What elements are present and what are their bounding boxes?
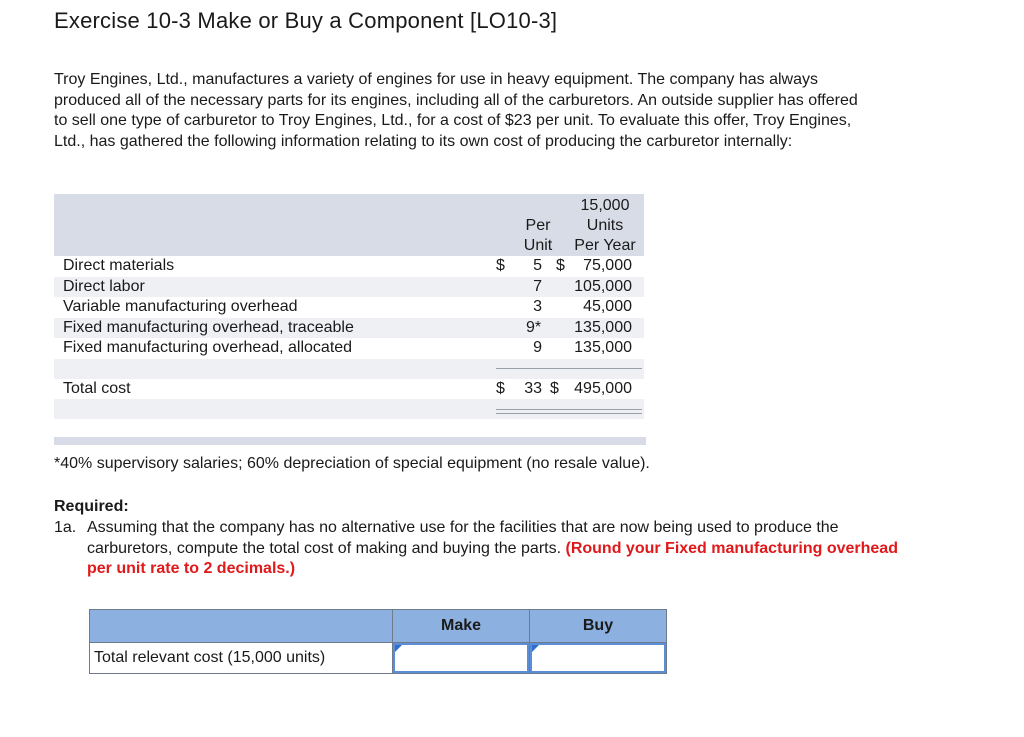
subtotal-rule — [496, 368, 642, 369]
answer-header-row — [90, 610, 667, 643]
table-row — [54, 297, 644, 318]
header-per-year-line1: 15,000 — [580, 197, 630, 214]
answer-table — [89, 609, 667, 674]
spacer-row — [54, 419, 644, 439]
table-row — [54, 256, 644, 277]
row-label: Direct materials — [63, 257, 175, 274]
header-per-year — [568, 196, 642, 256]
cost-table-header — [54, 194, 644, 256]
row-label: Variable manufacturing overhead — [63, 298, 298, 315]
header-per-year-line3: Per Year — [574, 237, 636, 254]
row-label: Direct labor — [63, 277, 145, 295]
requirement-1a — [54, 518, 914, 580]
row-per-unit: 9 — [533, 339, 542, 356]
answer-header-buy: Buy — [530, 610, 667, 643]
total-row — [54, 379, 644, 400]
row-per-year: 135,000 — [574, 318, 632, 336]
row-per-year: 45,000 — [583, 298, 632, 315]
row-unit-currency: $ — [496, 257, 505, 274]
header-per-year-line2: Units — [586, 217, 624, 234]
row-per-year: 135,000 — [574, 339, 632, 356]
answer-header-make: Make — [393, 610, 530, 643]
total-per-unit: 33 — [524, 379, 542, 397]
row-per-unit: 5 — [533, 257, 542, 274]
row-per-unit: 7 — [533, 277, 542, 295]
total-double-rule-bottom — [496, 413, 642, 414]
answer-row-label: Total relevant cost (15,000 units) — [90, 643, 393, 674]
make-input-box — [393, 643, 529, 673]
table-footer-bar — [54, 437, 646, 445]
exercise-title: Exercise 10-3 Make or Buy a Component [LO10-3] — [54, 8, 558, 33]
table-row — [54, 318, 644, 339]
row-per-year: 75,000 — [583, 257, 632, 274]
buy-input-box — [530, 643, 666, 673]
make-cell — [393, 643, 530, 674]
header-per-unit-line1: Per — [525, 217, 551, 234]
answer-header-blank — [90, 610, 393, 643]
total-year-currency: $ — [550, 379, 559, 397]
total-per-year: 495,000 — [574, 379, 632, 397]
row-label: Fixed manufacturing overhead, allocated — [63, 339, 353, 356]
header-per-unit — [512, 216, 564, 256]
requirement-number: 1a. — [54, 519, 77, 536]
cost-table — [54, 194, 644, 439]
row-per-unit: 9* — [526, 318, 542, 336]
row-label: Fixed manufacturing overhead, traceable — [63, 318, 354, 336]
total-double-rule-top — [496, 409, 642, 410]
requirement-note: (Round your Fixed manufacturing overhead per unit rate to 2 decimals.) — [87, 539, 898, 577]
row-per-year: 105,000 — [574, 277, 632, 295]
row-year-currency: $ — [556, 257, 565, 274]
requirement-text-block — [54, 518, 914, 580]
table-row — [54, 338, 644, 359]
required-heading: Required: — [54, 498, 129, 515]
header-per-unit-line2: Unit — [523, 237, 553, 254]
table-row — [54, 277, 644, 298]
intro-paragraph: Troy Engines, Ltd., manufactures a variety of engines for use in heavy equipment. The company has always produced all of the necessary parts for its engines, including all of the carburetors. An outside supplier has offered to sell one type of carburetor to Troy Engines, Ltd., for a cost of $23 per unit. To evaluate this offer, Troy Engines, Ltd., has gathered the following information relating to its own cost of producing the carburetor internally: — [54, 71, 858, 150]
make-input[interactable] — [395, 645, 527, 671]
answer-row — [90, 643, 667, 674]
requirement-text: Assuming that the company has no alternative use for the facilities that are now being used to produce the carburetors, compute the total cost of making and buying the parts. — [87, 519, 839, 557]
total-label: Total cost — [63, 379, 131, 397]
buy-cell — [530, 643, 667, 674]
buy-input[interactable] — [532, 645, 664, 671]
total-unit-currency: $ — [496, 379, 505, 397]
row-per-unit: 3 — [533, 298, 542, 315]
footnote: *40% supervisory salaries; 60% depreciation of special equipment (no resale value). — [54, 455, 650, 472]
